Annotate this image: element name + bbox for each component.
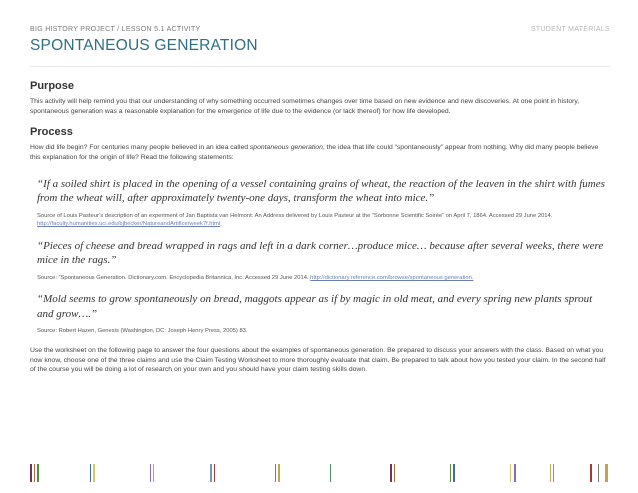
quote-item <box>37 239 610 283</box>
page-header <box>30 26 258 55</box>
process-heading: Process <box>30 126 73 139</box>
quote-source-text: Source: Robert Hazen, Genesis (Washington, DC: Joseph Henry Press, 2005) 83. <box>37 328 248 335</box>
process-intro-after: , the idea that life could “spontaneously” appear from nothing. Why did many people believe this explanation for the origin of life? Read the following statements: <box>30 144 599 162</box>
closing-instructions: Use the worksheet on the following page to answer the four questions about the examples of spontaneous generation. Be prepared to discuss your answers with the class. Based on what you now know, choose one of the three claims and use the Claim Testing Worksheet to more thoroughly evaluate that claim. Be prepared to talk about how you tested your claim. In the second half of the course you will be doing a lot of research on your own and you should have your claim testing skills down. <box>30 346 606 374</box>
quote-source <box>37 327 610 336</box>
main-content <box>30 80 610 375</box>
quote-source-text: Source of Louis Pasteur’s description of an experiment of Jan Baptista van Helmont: An Address delivered by Louis Pasteur at the “Sorbonne Scientific Soirée” on April 7, 1864. Accessed 29 June 2014. <box>37 212 553 219</box>
quote-source-text: Source: “Spontaneous Generation. Dictionary.com. Encyclopedia Britannica, Inc. Accessed 29 June 2014. <box>37 274 311 281</box>
decorative-color-bar <box>93 464 95 482</box>
source-link[interactable]: http://dictionary.reference.com/browse/spontaneous generation. <box>310 274 474 281</box>
decorative-color-bar <box>510 464 511 482</box>
purpose-heading: Purpose <box>30 80 75 92</box>
quote-text: “If a soiled shirt is placed in the opening of a vessel containing grains of wheat, the reaction of the leaven in the shirt with fumes from the wheat will, after approximately twenty-one days, transform the wheat into mice.” <box>37 177 605 205</box>
quote-item <box>37 177 610 229</box>
decorative-color-bar <box>330 464 331 482</box>
decorative-color-bar <box>214 464 215 482</box>
decorative-color-bar <box>275 464 276 482</box>
decorative-color-bar <box>605 464 608 482</box>
decorative-color-bar <box>34 464 35 482</box>
process-intro <box>30 143 610 162</box>
decorative-color-bar <box>37 464 39 482</box>
purpose-text: This activity will help remind you that our understanding of why something occurred sometimes changes over time based on new evidence and new discoveries. At one point in history, spontaneous generation was a reasonable explanation for the emergence of life due to the evidence (or lack thereof) for how life developed. <box>30 98 580 115</box>
process-intro-before: How did life begin? For centuries many people believed in an idea called <box>30 144 250 152</box>
decorative-color-bar <box>390 464 392 482</box>
decorative-color-bar <box>514 464 516 482</box>
decorative-color-bar <box>153 464 154 482</box>
decorative-color-bar <box>30 464 32 482</box>
header-divider <box>30 66 610 67</box>
decorative-color-bar <box>550 464 551 482</box>
decorative-color-bar <box>150 464 151 482</box>
quote-text: “Pieces of cheese and bread wrapped in rags and left in a dark corner…produce mice… because after several weeks, there were mice in the rags.” <box>37 239 604 267</box>
decorative-color-bar <box>553 464 554 482</box>
quote-source <box>37 212 610 229</box>
quote-item <box>37 292 610 336</box>
decorative-color-bar <box>278 464 280 482</box>
decorative-color-bar <box>450 464 451 482</box>
decorative-color-bar <box>590 464 592 482</box>
student-materials-label: STUDENT MATERIALS <box>530 26 610 33</box>
decorative-color-bar <box>90 464 91 482</box>
quote-list <box>37 177 610 336</box>
color-bar-strip <box>30 464 610 482</box>
quote-source <box>37 274 610 283</box>
page-title: SPONTANEOUS GENERATION <box>30 37 258 54</box>
decorative-color-bar <box>210 464 212 482</box>
source-link[interactable]: http://faculty.humanities.uci.edu/bjbecker/NatureandArtifice/week7f.html <box>37 221 221 228</box>
decorative-color-bar <box>453 464 455 482</box>
decorative-color-bar <box>598 464 599 482</box>
quote-text: “Mold seems to grow spontaneously on bread, maggots appear as if by magic in old meat, and every spring new plants sprout and grow….” <box>37 293 593 320</box>
decorative-color-bar <box>394 464 395 482</box>
lesson-eyebrow: BIG HISTORY PROJECT / LESSON 5.1 ACTIVITY <box>30 26 201 33</box>
process-intro-emphasis: spontaneous generation <box>249 144 323 152</box>
